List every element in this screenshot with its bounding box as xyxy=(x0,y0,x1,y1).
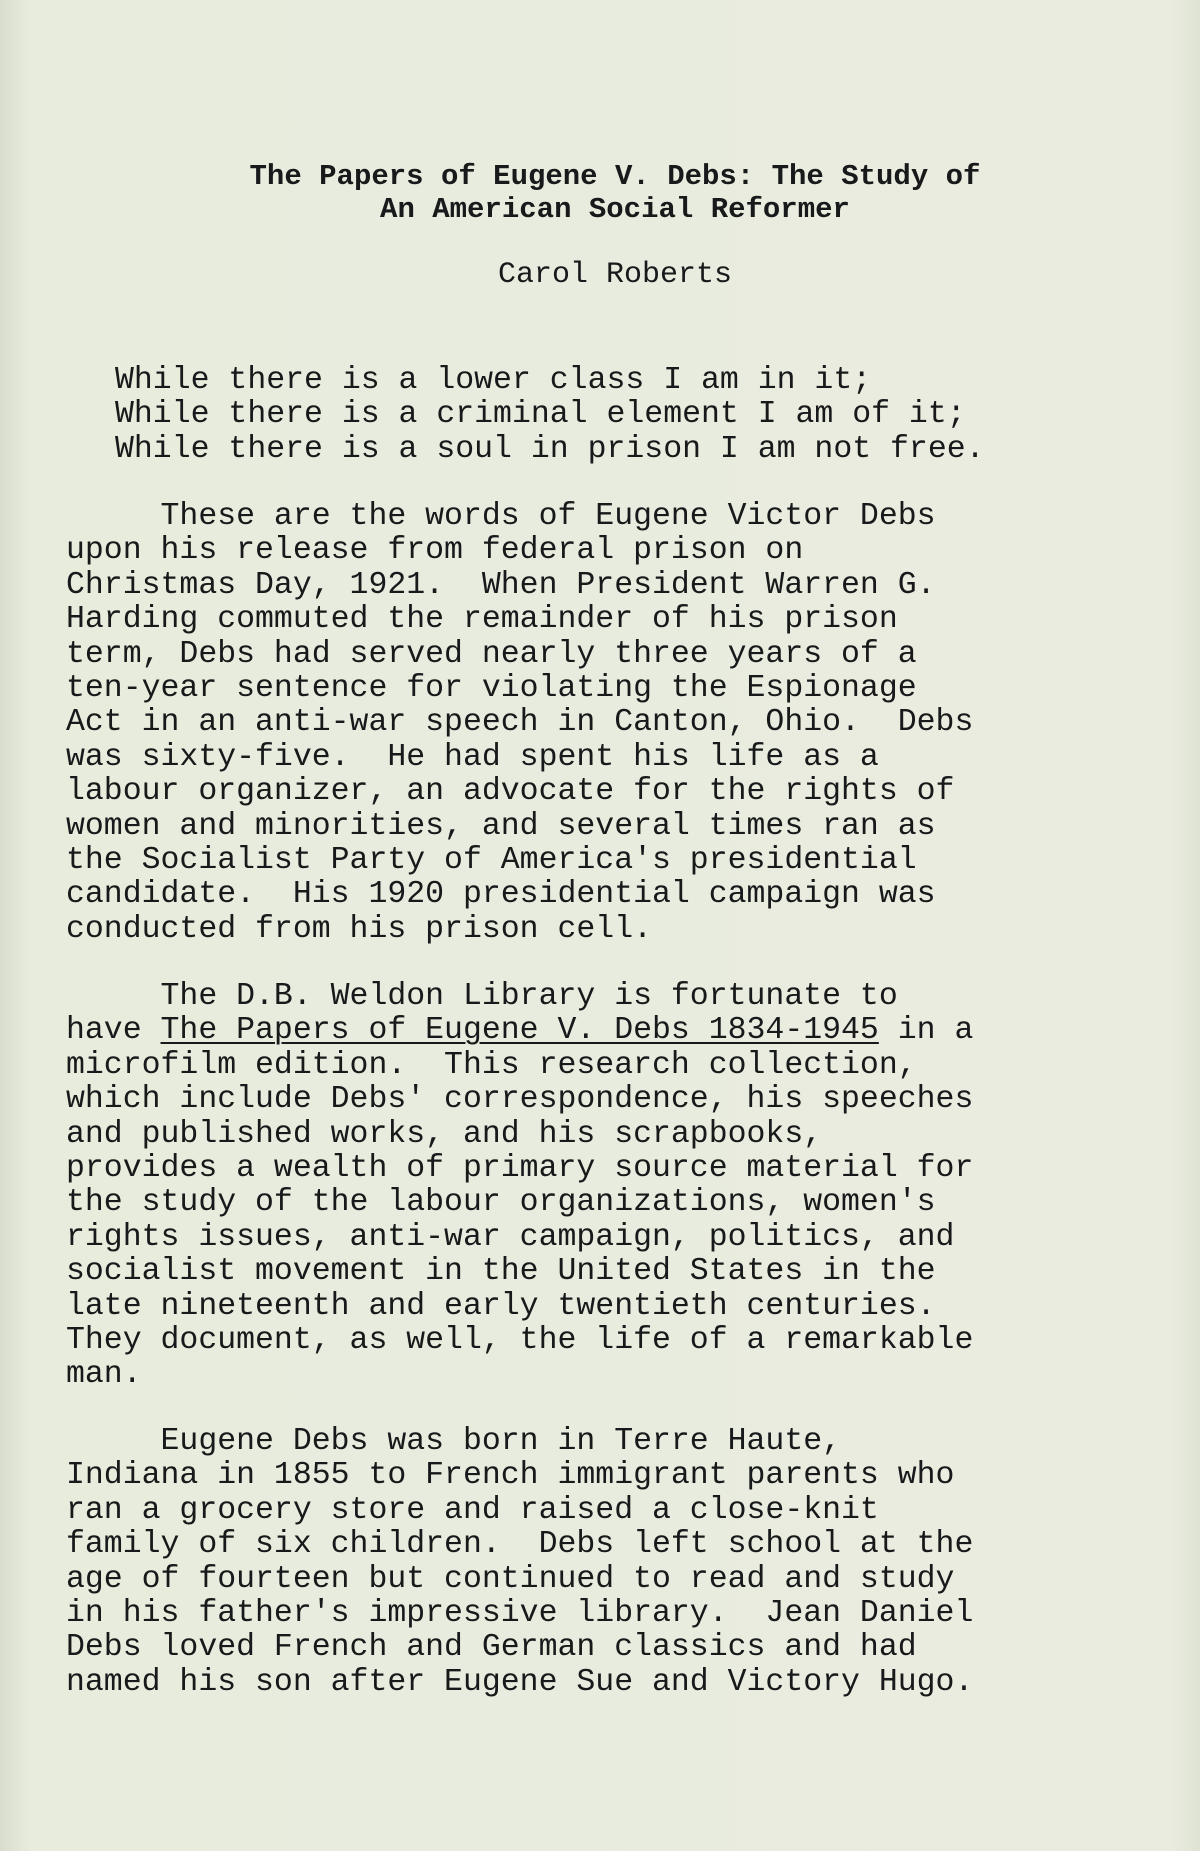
text-line: which include Debs' correspondence, his speeches xyxy=(66,1082,974,1118)
author-name: Carol Roberts xyxy=(497,258,733,292)
text-line: Eugene Debs was born in Terre Haute, xyxy=(66,1424,842,1459)
text-line: Indiana in 1855 to French immigrant parents who xyxy=(66,1458,955,1494)
text-line: conducted from his prison cell. xyxy=(66,911,652,947)
text-line: the Socialist Party of America's presidential xyxy=(66,842,917,878)
text-line: These are the words of Eugene Victor Debs xyxy=(66,499,936,534)
text-line: upon his release from federal prison on xyxy=(66,533,804,569)
text-line: named his son after Eugene Sue and Victory Hugo. xyxy=(66,1664,974,1700)
text-line: man. xyxy=(66,1357,142,1393)
epigraph-line: While there is a soul in prison I am not free. xyxy=(115,431,985,467)
text-line: family of six children. Debs left school at the xyxy=(66,1527,974,1563)
paragraph-1 xyxy=(66,500,973,947)
text-line: and published works, and his scrapbooks, xyxy=(66,1116,823,1152)
text-line: socialist movement in the United States in the xyxy=(66,1254,936,1290)
text-line: microfilm edition. This research collection, xyxy=(66,1047,917,1083)
text-line: the study of the labour organizations, women's xyxy=(66,1185,936,1221)
article-title xyxy=(110,160,1120,226)
text-line: rights issues, anti-war campaign, politics, and xyxy=(66,1219,955,1255)
epigraph-line: While there is a lower class I am in it; xyxy=(115,363,872,398)
title-line-1: The Papers of Eugene V. Debs: The Study of xyxy=(249,160,981,193)
text-line: age of fourteen but continued to read and study xyxy=(66,1561,955,1597)
text-line: ten-year sentence for violating the Espionage xyxy=(66,670,917,706)
title-line-2: An American Social Reformer xyxy=(380,193,850,226)
text-line: They document, as well, the life of a remarkable xyxy=(66,1322,974,1358)
text-fragment: have xyxy=(66,1013,161,1049)
text-line: Harding commuted the remainder of his prison xyxy=(66,602,898,638)
text-line: Debs loved French and German classics and had xyxy=(66,1630,917,1666)
text-line: ran a grocery store and raised a close-knit xyxy=(66,1492,879,1528)
text-line: Christmas Day, 1921. When President Warren G. xyxy=(66,567,936,603)
text-line-with-title xyxy=(66,1014,973,1048)
text-line: was sixty-five. He had spent his life as a xyxy=(66,739,879,775)
text-line: The D.B. Weldon Library is fortunate to xyxy=(66,979,898,1014)
text-line: Act in an anti-war speech in Canton, Ohio. Debs xyxy=(66,705,974,741)
text-line: labour organizer, an advocate for the rights of xyxy=(66,774,955,810)
paragraph-2 xyxy=(66,980,973,1393)
text-fragment: in a xyxy=(878,1013,974,1049)
text-line: candidate. His 1920 presidential campaign was xyxy=(66,877,936,913)
text-line: late nineteenth and early twentieth centuries. xyxy=(66,1288,936,1324)
epigraph-line: While there is a criminal element I am of it; xyxy=(115,397,966,433)
paragraph-3 xyxy=(66,1425,973,1700)
text-line: term, Debs had served nearly three years of a xyxy=(66,636,917,672)
text-line: in his father's impressive library. Jean Daniel xyxy=(66,1595,974,1631)
collection-title: The Papers of Eugene V. Debs 1834-1945 xyxy=(160,1013,879,1049)
text-line: provides a wealth of primary source material for xyxy=(66,1150,974,1186)
text-line: women and minorities, and several times ran as xyxy=(66,808,936,844)
epigraph-quote xyxy=(115,364,985,467)
